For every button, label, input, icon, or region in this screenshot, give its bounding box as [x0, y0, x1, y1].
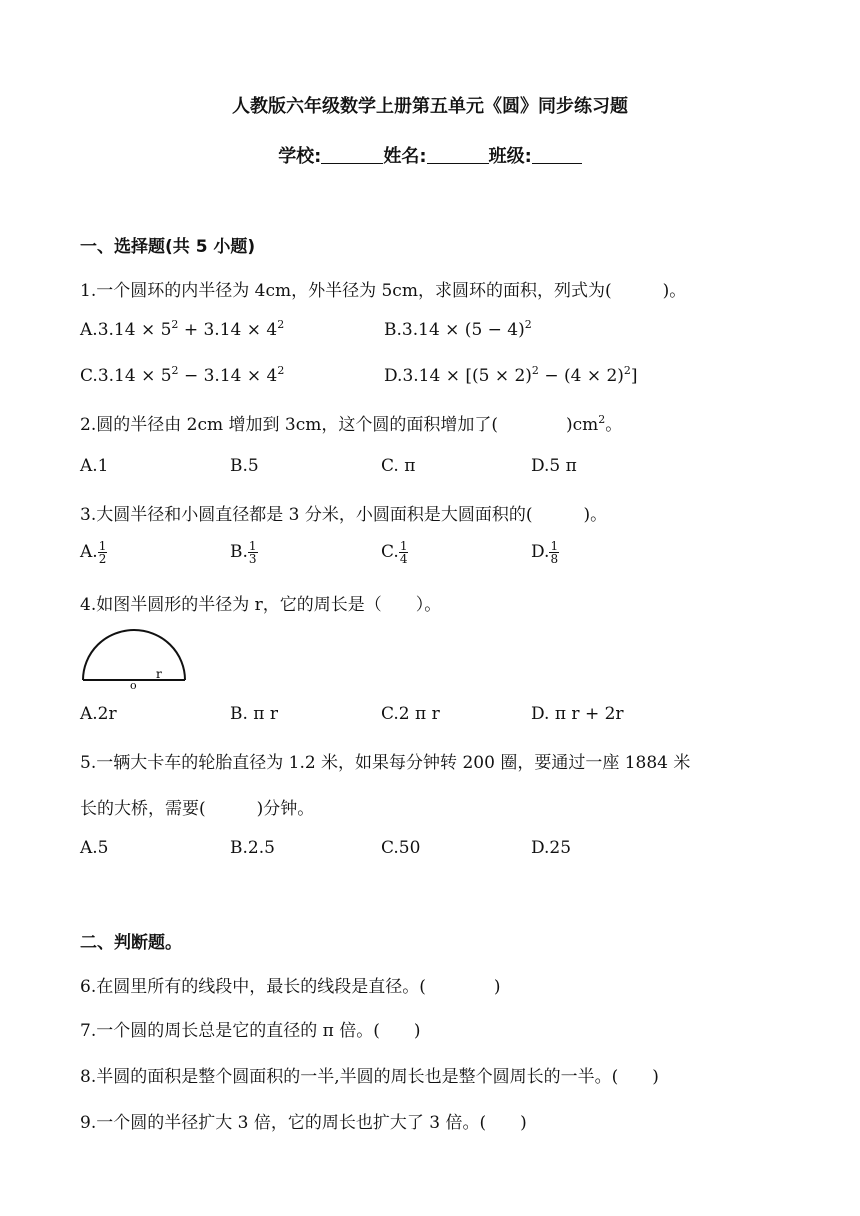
question-3-option-d[interactable]	[531, 540, 559, 565]
exponent: 2	[531, 364, 539, 377]
question-8: 8.半圆的面积是整个圆面积的一半,半圆的周长也是整个圆周长的一半。( )	[80, 1067, 659, 1087]
option-label: D.	[531, 542, 550, 562]
exponent: 2	[171, 318, 179, 331]
stem-text: 2.圆的半径由 2cm 增加到 3cm，这个圆的面积增加了( )cm	[80, 415, 599, 435]
option-label: C.	[381, 542, 399, 562]
question-4-option-d[interactable]: D. π r + 2r	[531, 704, 624, 724]
question-5-option-b[interactable]: B.2.5	[230, 838, 275, 858]
page-title: 人教版六年级数学上册第五单元《圆》同步练习题	[232, 96, 628, 117]
section-heading-choice: 一、选择题(共 5 小题)	[80, 237, 256, 257]
figure-radius-label: r	[156, 667, 162, 681]
question-1-stem: 1.一个圆环的内半径为 4cm，外半径为 5cm，求圆环的面积，列式为( )。	[80, 281, 687, 301]
question-7: 7.一个圆的周长总是它的直径的 π 倍。( )	[80, 1021, 421, 1041]
option-text: − (4 × 2)	[538, 366, 624, 386]
question-4-stem: 4.如图半圆形的半径为 r，它的周长是（ ）。	[80, 595, 442, 615]
question-5-option-d[interactable]: D.25	[531, 838, 572, 858]
numerator: 1	[399, 539, 408, 553]
question-6: 6.在圆里所有的线段中，最长的线段是直径。( )	[80, 977, 501, 997]
question-4-option-c[interactable]: C.2 π r	[381, 704, 440, 724]
exponent: 2	[623, 364, 631, 377]
question-2-option-c[interactable]: C. π	[381, 456, 416, 476]
option-label: C.	[80, 366, 98, 386]
exponent: 2	[171, 364, 179, 377]
exponent: 2	[277, 318, 285, 331]
question-2-option-b[interactable]: B.5	[230, 456, 259, 476]
question-3-option-c[interactable]	[381, 540, 408, 565]
option-text: 3.14 × (5 − 4)	[401, 320, 525, 340]
exponent: 2	[598, 413, 606, 426]
denominator: 3	[248, 552, 257, 566]
figure-center-label: o	[130, 679, 137, 690]
question-1-option-c[interactable]	[80, 366, 284, 386]
exponent: 2	[524, 318, 532, 331]
numerator: 1	[550, 539, 559, 553]
question-5-option-c[interactable]: C.50	[381, 838, 421, 858]
name-label: 姓名:	[383, 146, 427, 167]
option-text: − 3.14 × 4	[178, 366, 278, 386]
numerator: 1	[248, 539, 257, 553]
question-2-stem	[80, 410, 622, 435]
name-blank[interactable]	[427, 147, 489, 164]
question-5-stem-line-2: 长的大桥，需要( )分钟。	[80, 799, 315, 819]
question-9: 9.一个圆的半径扩大 3 倍，它的周长也扩大了 3 倍。( )	[80, 1113, 527, 1133]
question-1-option-b[interactable]	[384, 320, 532, 340]
question-3-stem: 3.大圆半径和小圆直径都是 3 分米，小圆面积是大圆面积的( )。	[80, 505, 608, 525]
stem-text: 。	[605, 415, 623, 435]
denominator: 4	[399, 552, 408, 566]
school-label: 学校:	[278, 146, 322, 167]
option-label: D.	[384, 366, 403, 386]
numerator: 1	[98, 539, 107, 553]
option-label: A.	[80, 320, 98, 340]
option-text: 3.14 × [(5 × 2)	[402, 366, 532, 386]
fraction	[98, 540, 108, 565]
option-label: B.	[230, 542, 248, 562]
option-text: ]	[630, 366, 638, 386]
question-4-option-b[interactable]: B. π r	[230, 704, 279, 724]
option-text: 3.14 × 5	[97, 320, 172, 340]
denominator: 8	[550, 552, 559, 566]
fraction	[549, 540, 559, 565]
question-2-option-a[interactable]: A.1	[80, 456, 109, 476]
denominator: 2	[98, 552, 107, 566]
question-5-stem-line-1: 5.一辆大卡车的轮胎直径为 1.2 米，如果每分钟转 200 圈，要通过一座 1884 米	[80, 753, 691, 773]
section-heading-true-false: 二、判断题。	[80, 933, 182, 953]
student-info-line	[0, 142, 860, 168]
option-label: A.	[80, 542, 98, 562]
question-1-option-a[interactable]	[80, 320, 284, 340]
question-4-option-a[interactable]: A.2r	[80, 704, 117, 724]
fraction	[399, 540, 409, 565]
semicircle-arc	[83, 630, 185, 680]
fraction	[248, 540, 258, 565]
school-blank[interactable]	[321, 147, 383, 164]
class-label: 班级:	[488, 146, 532, 167]
semicircle-figure	[80, 626, 190, 690]
question-3-option-b[interactable]	[230, 540, 258, 565]
option-label: B.	[384, 320, 402, 340]
question-2-option-d[interactable]: D.5 π	[531, 456, 577, 476]
option-text: 3.14 × 5	[97, 366, 172, 386]
exponent: 2	[277, 364, 285, 377]
question-3-option-a[interactable]	[80, 540, 107, 565]
question-5-option-a[interactable]: A.5	[80, 838, 109, 858]
class-blank[interactable]	[532, 147, 582, 164]
question-1-option-d[interactable]	[384, 366, 638, 386]
option-text: + 3.14 × 4	[178, 320, 278, 340]
